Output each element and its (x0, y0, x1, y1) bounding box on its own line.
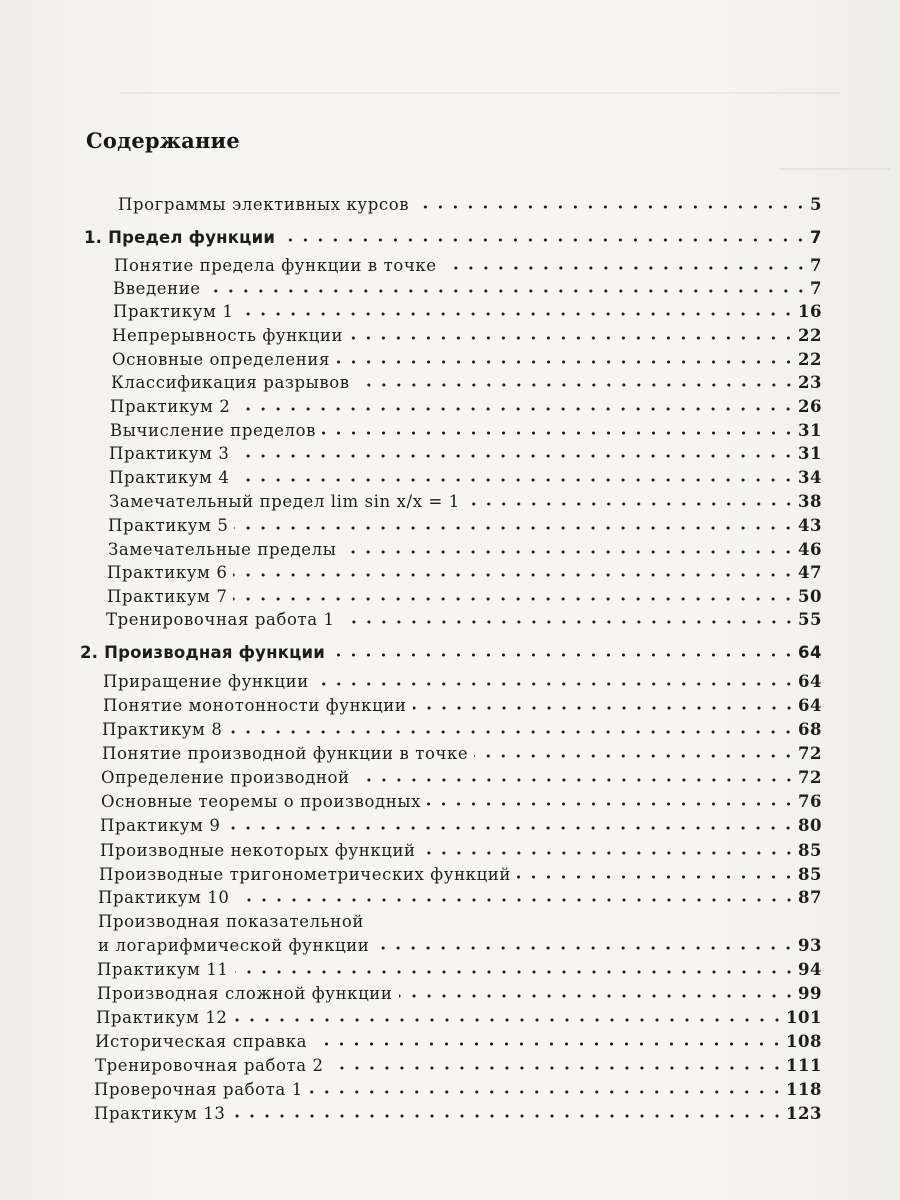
leader-dots (331, 651, 796, 659)
toc-entry (99, 862, 822, 886)
toc-entry-page: 101 (786, 1008, 822, 1027)
leader-dots (236, 405, 796, 413)
toc-entry-page: 7 (810, 228, 822, 247)
toc-entry (98, 933, 822, 957)
leader-dots (330, 1064, 784, 1072)
toc-entry-label: Проверочная работа 1 (94, 1080, 303, 1099)
toc-entry-label: Практикум 3 (109, 444, 230, 463)
toc-entry (108, 513, 822, 537)
toc-entry-label: Практикум 12 (96, 1008, 228, 1027)
leader-dots (399, 992, 797, 1000)
leader-dots (356, 381, 796, 389)
toc-entry-page: 46 (798, 540, 822, 559)
leader-dots (427, 800, 796, 808)
toc-entry-label: Практикум 5 (108, 516, 229, 535)
leader-dots (375, 944, 796, 952)
toc-entry-label: Практикум 1 (113, 302, 234, 321)
toc-entry-page: 85 (798, 865, 822, 884)
toc-entry (107, 584, 822, 608)
toc-entry-label: Историческая справка (95, 1032, 308, 1051)
toc-entry-label: и логарифмической функции (98, 936, 370, 955)
toc-entry-label: Вычисление пределов (110, 421, 317, 440)
toc-entry-page: 23 (798, 373, 822, 392)
toc-entry (97, 957, 822, 981)
leader-dots (322, 429, 796, 437)
leader-dots (336, 358, 796, 366)
toc-entry-label: Программы элективных курсов (118, 195, 410, 214)
toc-entry (100, 838, 822, 862)
toc-chapter (84, 225, 822, 249)
toc-entry (103, 693, 822, 717)
toc-entry (106, 607, 822, 631)
toc-entry-page: 16 (798, 302, 822, 321)
toc-entry (96, 1005, 822, 1029)
toc-entry-page: 72 (798, 768, 822, 787)
leader-dots (349, 334, 796, 342)
toc-entry-label: Практикум 9 (100, 816, 221, 835)
toc-entry-label: Основные теоремы о производных (101, 792, 421, 811)
toc-entry-label: Практикум 7 (107, 587, 228, 606)
leader-dots (239, 310, 796, 318)
leader-dots (466, 500, 796, 508)
toc-entry-label: Тренировочная работа 2 (95, 1056, 324, 1075)
toc-entry-label: Производные тригонометрических функций (99, 865, 511, 884)
toc-entry (110, 394, 822, 418)
toc-entry-label: Практикум 2 (110, 397, 231, 416)
leader-dots (474, 752, 796, 760)
toc-entry-label: Понятие предела функции в точке (114, 256, 437, 275)
leader-dots (228, 728, 796, 736)
leader-dots (422, 849, 796, 857)
toc-entry-label: Непрерывность функции (112, 326, 344, 345)
toc-entry (101, 765, 822, 789)
toc-entry-page: 123 (786, 1104, 822, 1123)
toc-entry (94, 1101, 822, 1125)
toc-entry-label: Понятие монотонности функции (103, 696, 407, 715)
toc-entry-page: 85 (798, 841, 822, 860)
toc-entry (98, 885, 822, 909)
toc-entry-page: 47 (798, 563, 822, 582)
toc-chapter-label: 2. Производная функции (80, 643, 326, 662)
leader-dots (234, 524, 796, 532)
toc-entry (102, 717, 822, 741)
toc-entry-label: Практикум 10 (98, 888, 230, 907)
toc-entry (97, 981, 822, 1005)
leader-dots (517, 873, 796, 881)
toc-entry-label: Приращение функции (103, 672, 309, 691)
toc-entry (109, 441, 822, 465)
toc-entry-page: 64 (798, 672, 822, 691)
toc-entry-page: 68 (798, 720, 822, 739)
toc-entry-label: Практикум 6 (107, 563, 228, 582)
toc-entry-page: 72 (798, 744, 822, 763)
toc-entry-page: 7 (810, 279, 822, 298)
toc-entry-label: Производная показательной (98, 912, 364, 931)
toc-entry (98, 909, 372, 933)
page-title: Содержание (86, 128, 240, 153)
toc-entry (103, 669, 822, 693)
leader-dots (233, 571, 796, 579)
leader-dots (207, 287, 808, 295)
toc-entry-label: Замечательные пределы (108, 540, 337, 559)
toc-entry-label: Основные определения (112, 350, 330, 369)
leader-dots (415, 203, 808, 211)
toc-entry (118, 192, 822, 216)
toc-entry-page: 99 (798, 984, 822, 1003)
toc-entry-page: 5 (810, 195, 822, 214)
toc-entry-page: 108 (786, 1032, 822, 1051)
toc-entry-label: Практикум 4 (109, 468, 230, 487)
toc-entry (113, 299, 822, 323)
toc-entry-page: 50 (798, 587, 822, 606)
leader-dots (443, 264, 808, 272)
toc-chapter-label: 1. Предел функции (84, 228, 276, 247)
toc-entry-label: Производная сложной функции (97, 984, 393, 1003)
toc-entry (112, 347, 822, 371)
toc-entry-page: 55 (798, 610, 822, 629)
toc-entry-page: 7 (810, 256, 822, 275)
toc-entry-label: Понятие производной функции в точке (102, 744, 469, 763)
toc-entry-page: 43 (798, 516, 822, 535)
toc-entry (107, 560, 822, 584)
toc-entry-label: Практикум 11 (97, 960, 229, 979)
toc-entry-page: 87 (798, 888, 822, 907)
toc-entry-label: Определение производной (101, 768, 350, 787)
leader-dots (236, 896, 797, 904)
leader-dots (341, 618, 796, 626)
toc-entry (112, 323, 822, 347)
leader-dots (232, 1112, 785, 1120)
toc-entry-page: 64 (798, 696, 822, 715)
toc-entry-label: Практикум 13 (94, 1104, 226, 1123)
toc-entry (109, 465, 822, 489)
toc-entry (100, 813, 822, 837)
leader-dots (356, 776, 796, 784)
toc-entry-page: 94 (798, 960, 822, 979)
toc-entry (108, 537, 822, 561)
toc-entry (94, 1077, 822, 1101)
toc-entry-page: 26 (798, 397, 822, 416)
toc-entry-page: 22 (798, 326, 822, 345)
toc-entry (110, 418, 822, 442)
toc-chapter (80, 640, 822, 664)
toc-entry-label: Производные некоторых функций (100, 841, 416, 860)
leader-dots (313, 1040, 784, 1048)
toc-entry-page: 34 (798, 468, 822, 487)
toc-entry-page: 31 (798, 421, 822, 440)
toc-entry (111, 370, 822, 394)
toc-entry-label: Тренировочная работа 1 (106, 610, 335, 629)
toc-entry-page: 93 (798, 936, 822, 955)
leader-dots (235, 452, 796, 460)
toc-entry (95, 1029, 822, 1053)
toc-entry-page: 111 (786, 1056, 822, 1075)
toc-entry-label: Замечательный предел lim sin x/x = 1 (109, 492, 460, 511)
leader-dots (342, 548, 796, 556)
toc-entry-page: 80 (798, 816, 822, 835)
toc-entry (113, 276, 822, 300)
toc-entry (95, 1053, 822, 1077)
toc-entry (101, 789, 822, 813)
leader-dots (281, 236, 808, 244)
toc-entry-page: 64 (798, 643, 822, 662)
toc-entry-page: 22 (798, 350, 822, 369)
leader-dots (235, 968, 797, 976)
toc-entry-page: 118 (786, 1080, 822, 1099)
toc-entry-label: Введение (113, 279, 201, 298)
toc-entry-label: Классификация разрывов (111, 373, 350, 392)
toc-entry-page: 76 (798, 792, 822, 811)
leader-dots (234, 1016, 785, 1024)
leader-dots (226, 824, 796, 832)
leader-dots (233, 595, 796, 603)
leader-dots (315, 680, 796, 688)
leader-dots (235, 476, 796, 484)
toc-entry-page: 31 (798, 444, 822, 463)
leader-dots (309, 1088, 784, 1096)
toc-entry-label: Практикум 8 (102, 720, 223, 739)
toc-entry-page: 38 (798, 492, 822, 511)
leader-dots (413, 704, 797, 712)
toc-entry (114, 253, 822, 277)
toc-entry (109, 489, 822, 513)
toc-entry (102, 741, 822, 765)
